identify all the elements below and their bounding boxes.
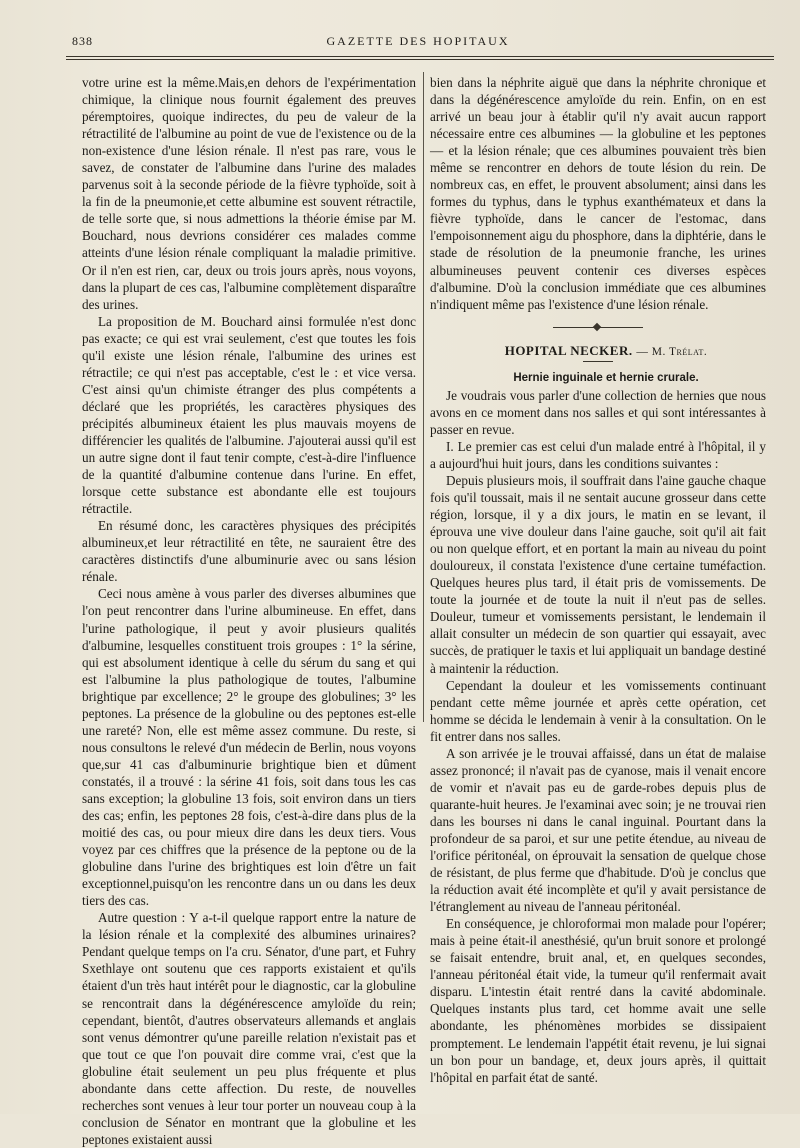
paragraph: I. Le premier cas est celui d'un malade entré à l'hôpital, il y a aujourd'hui huit jours, dans les conditions suivantes : <box>430 438 766 471</box>
lecturer-name: — M. Trélat. <box>636 345 708 358</box>
page-number: 838 <box>72 34 93 48</box>
paragraph: Je voudrais vous parler d'une collection de hernies que nous avons en ce moment dans nos salles et qui sont intéressantes à passer en revue. <box>430 387 766 437</box>
paragraph: Cependant la douleur et les vomissements continuant pendant cette même journée et après cette opération, cet homme se décida le lendemain à venir à la consultation. On le fit entrer dans nos salles. <box>430 677 766 744</box>
hospital-name: HOPITAL NECKER. <box>504 342 633 358</box>
section-heading <box>430 342 766 361</box>
header-rule <box>66 56 774 57</box>
paragraph: Depuis plusieurs mois, il souffrait dans l'aine gauche chaque fois qu'il toussait, mais il ne sentait aucune grosseur dans cette région, lorsque, il y a dix jours, le matin en se levant, il éprouva une vive douleur dans l'aine gauche, soit qu'il ait fait ou non quelque effort, et en portant la main au niveau du point douloureux, il constata l'existence d'une certaine tuméfaction. Quelques heures plus tard, il était pris de vomissements. De toute la journée et de toute la nuit il n'eut pas de selles. Douleur, tumeur et vomissements persistant, le lendemain il allait consulter un médecin de son quartier qui essayait, avec succès, de pratiquer le taxis et lui appliquait un bandage destiné à maintenir la réduction. <box>430 472 766 676</box>
paragraph: votre urine est la même.Mais,en dehors de l'expérimentation chimique, la clinique nous fournit également des preuves péremptoires, quoique indirectes, du peu de valeur de la rétractilité de l'albumine au point de vue de l'existence ou de la non-existence d'une lésion rénale. Il n'est pas rare, vous le savez, de constater de l'albumine dans l'urine des malades parvenus soit à la seconde période de la fièvre typhoïde, soit à la fin de la pneumonie,et cette albumine est souvent rétractile, de telle sorte que, si nous admettions la théorie émise par M. Bouchard, nous devrions considérer ces malades comme atteints d'une lésion rénale compliquant la maladie primitive. Or il n'en est rien, car, deux ou trois jours après, nous voyons, dans la plupart de ces cas, l'albumine complètement disparaître des urines. <box>82 75 416 312</box>
right-column <box>430 74 766 1086</box>
paragraph: La proposition de M. Bouchard ainsi formulée n'est donc pas exacte; ce qui est vrai seulement, c'est que toutes les fois qu'il existe une lésion rénale, l'albumine des urines est rétractile; ce qui n'est pas acceptable, c'est le : et vice versa. C'est ainsi qu'un chimiste étranger des plus compétents a déclaré que les propriétés, les caractères physiques des précipités albumineux étaient les plus mauvais moyens de différencier les qualités de l'albumine. J'ajouterai aussi qu'il est un autre signe dont il faut tenir compte, c'est-à-dire l'influence de la quantité d'albumine contenue dans l'urine. En effet, lorsque cette substance est abondante elle est toujours rétractile. <box>82 313 416 517</box>
paragraph: En conséquence, je chloroformai mon malade pour l'opérer; mais à peine était-il anesthésié, qu'un bruit sonore et prolongé se faisait entendre, bruit anal, et, en quelques secondes, l'anneau péritonéal était vide, la tumeur qu'il renfermait avait disparu. L'intestin était rentré dans la cavité abdominale. Quelques instants plus tard, cet homme avait une selle abondante, les phénomènes morbides se dissipaient promptement. Le lendemain l'appétit était revenu, je lui signai un bon pour un bandage, et, deux jours après, il quittait l'hôpital en parfait état de santé. <box>430 916 766 1085</box>
column-divider <box>423 72 424 722</box>
paragraph: En résumé donc, les caractères physiques des précipités albumineux,et leur rétractilité en tête, ne sauraient être des caractères distinctifs d'une albuminurie avec ou sans lésion rénale. <box>82 518 416 585</box>
title-rule <box>583 361 613 362</box>
paragraph: A son arrivée je le trouvai affaissé, dans un état de malaise assez prononcé; il n'avait pas de cyanose, mais il venait encore de vomir et n'avait pas eu de garde-robes depuis plus de quarante-huit heures. Je l'examinai avec soin; je ne trouvai rien dans les bourses ni dans le canal inguinal. Pourtant dans la profondeur de sa paroi, et sur une petite étendue, au niveau de l'orifice péritonéal, on éprouvait la sensation de quelque chose de résistant, de plus ferme que d'habitude. D'où je conclus que la réduction avait été incomplète et qu'il y avait persistance de l'étranglement au niveau de l'anneau péritonéal. <box>430 745 766 915</box>
header-rule-thin <box>66 59 774 60</box>
page-header <box>62 30 774 50</box>
paragraph: Autre question : Y a-t-il quelque rapport entre la nature de la lésion rénale et la complexité des albumines urinaires? Pendant quelque temps on l'a cru. Sénator, d'une part, et Fuhry Sxethlaye ont soutenu que ces rapports existaient et qu'ils étaient d'un très haut intérêt pour le diagnostic, car la globuline se rencontrait dans la dégénérescence amyloïde du rein; cependant, bientôt, d'autres observateurs allemands et anglais sont venus démontrer qu'une pareille relation n'existait pas et que tout ce que l'on pouvait dire comme vrai, c'est que la globuline était seulement un peu plus fréquente et plus abondante dans cette affection. Du reste, de nouvelles recherches sont venues à leur tour porter un nouveau coup à la conclusion de Sénator en montrant que la globuline et les peptones existaient aussi <box>82 910 416 1147</box>
paragraph: bien dans la néphrite aiguë que dans la néphrite chronique et dans la dégénérescence amyloïde du rein. Enfin, on en est arrivé un beau jour à établir qu'il n'y avait aucun rapport nécessaire entre ces albumines — la globuline et les peptones — et la lésion rénale; que ces albumines pouvaient très bien même se rencontrer en dehors de toute lésion du rein. De nombreux cas, en effet, le prouvent absolument; ainsi dans les formes du typhus, dans le typhus exanthémateux et dans la fièvre typhoïde, dans le cancer de l'estomac, dans l'empoisonnement aigu du phosphore, dans la diphtérie, dans le stade de résolution de la pneumonie franche, les urines albumineuses peuvent contenir ces diverses espèces d'albumine. D'où la conclusion immédiate que ces albumines n'indiquent même pas l'existence d'une lésion rénale. <box>430 75 766 312</box>
journal-title: GAZETTE DES HOPITAUX <box>326 34 510 48</box>
article-title: Hernie inguinale et hernie crurale. <box>513 371 699 384</box>
paragraph: Ceci nous amène à vous parler des diverses albumines que l'on peut rencontrer dans l'urine albumineuse. En effet, dans l'urine pathologique, il peut y avoir plusieurs qualités d'albumine, lesquelles constituent trois groupes : 1° la sérine, qui est absolument identique à celle du sérum du sang et qui est l'albumine la plus pathologique de toutes, l'albumine brightique par excellence; 2° le groupe des globulines; 3° les peptones. La présence de la globuline ou des peptones est-elle une rareté? Non, elle est même assez commune. Du reste, si nous consultons le relevé d'un médecin de Berlin, nous voyons que,sur 41 cas d'albuminurie brightique bien et dûment constatés, il a trouvé : la sérine 41 fois, soit dans tous les cas sans exception; la globuline 13 fois, soit environ dans un tiers des cas; enfin, les peptones 28 fois, c'est-à-dire dans plus de la moitié des cas, ou pour mieux dire dans les deux tiers. Vous voyez par ces chiffres que la présence de la peptone ou de la globuline dans l'urine des brightiques est loin d'être un fait exceptionnel,puisqu'on les rencontre dans un ou dans les deux tiers des cas. <box>82 586 416 909</box>
section-separator <box>553 327 643 330</box>
left-column <box>82 74 416 1148</box>
